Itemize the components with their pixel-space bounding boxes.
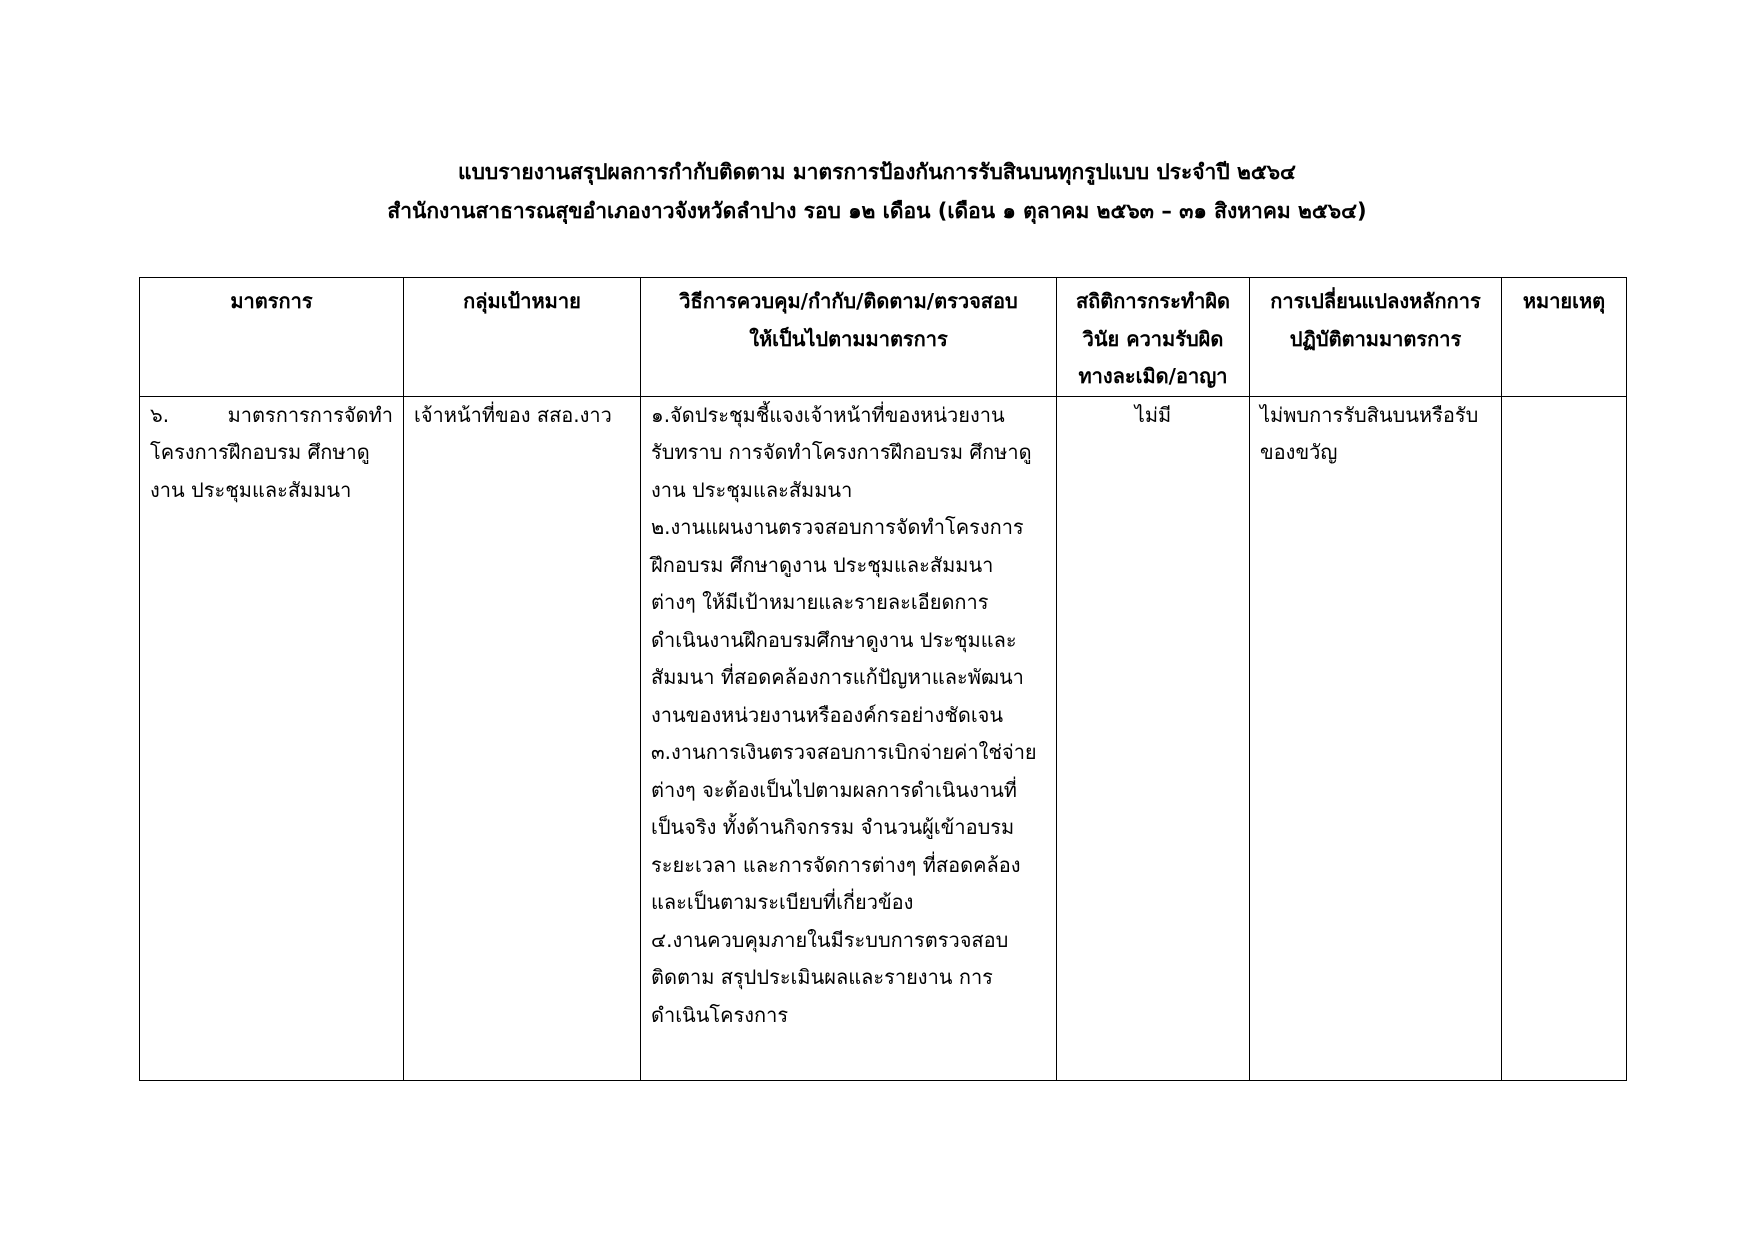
change-text-2: ของขวัญ [1260, 440, 1338, 464]
method-line: ๑.จัดประชุมชี้แจงเจ้าหน้าที่ของหน่วยงาน [651, 402, 1005, 427]
method-line: ระยะเวลา และการจัดการต่างๆ ที่สอดคล้อง [651, 852, 1021, 877]
method-line: ต่างๆ จะต้องเป็นไปตามผลการดำเนินงานที่ [651, 777, 1017, 802]
header-remark-label: หมายเหตุ [1522, 289, 1606, 313]
header-method-label-1: วิธีการควบคุม/กำกับ/ติดตาม/ตรวจสอบ [679, 289, 1018, 313]
method-line: ต่างๆ ให้มีเป้าหมายและรายละเอียดการ [651, 590, 989, 614]
method-line: ๔.งานควบคุมภายในมีระบบการตรวจสอบ [651, 927, 1009, 952]
header-change [1250, 278, 1502, 397]
cell-measure [140, 396, 404, 1080]
stats-text: ไม่มี [1134, 402, 1172, 427]
method-line: ๓.งานการเงินตรวจสอบการเบิกจ่ายค่าใช่จ่าย [651, 740, 1037, 764]
report-title: แบบรายงานสรุปผลการกำกับติดตาม มาตรการป้องกันการรับสินบนทุกรูปแบบ ประจำปี ๒๕๖๔ [458, 160, 1296, 184]
header-stats-label-1: สถิติการกระทำผิด [1075, 289, 1231, 313]
header-stats-label-2: วินัย ความรับผิด [1082, 326, 1224, 351]
cell-stats [1057, 396, 1250, 1080]
header-change-label-1: การเปลี่ยนแปลงหลักการ [1270, 289, 1481, 313]
method-line: ฝึกอบรม ศึกษาดูงาน ประชุมและสัมมนา [651, 552, 994, 577]
change-text-1: ไม่พบการรับสินบนหรือรับ [1260, 402, 1479, 427]
target-group-text: เจ้าหน้าที่ของ สสอ.งาว [414, 402, 612, 427]
header-target-group [404, 278, 641, 397]
method-line: งานของหน่วยงานหรือองค์กรอย่างชัดเจน [651, 702, 1004, 727]
method-line: และเป็นตามระเบียบที่เกี่ยวข้อง [651, 890, 914, 914]
table-row [140, 396, 1627, 1080]
measure-text-1: ๖. มาตรการการจัดทำ [150, 402, 393, 427]
report-table [139, 277, 1627, 1081]
method-line: ดำเนินงานฝึกอบรมศึกษาดูงาน ประชุมและ [651, 627, 1017, 652]
header-target-group-label: กลุ่มเป้าหมาย [463, 289, 581, 313]
cell-remark [1502, 396, 1627, 1080]
method-line: ติดตาม สรุปประเมินผลและรายงาน การ [651, 965, 993, 989]
report-subtitle: สำนักงานสาธารณสุขอำเภองาวจังหวัดลำปาง รอบ ๑๒ เดือน (เดือน ๑ ตุลาคม ๒๕๖๓ – ๓๑ สิงหาคม ๒๕๖๔) [387, 199, 1367, 223]
header-measure-label: มาตรการ [230, 289, 313, 313]
header-change-label-2: ปฏิบัติตามมาตรการ [1289, 326, 1462, 351]
table-header-row [140, 278, 1627, 397]
cell-target-group [404, 396, 641, 1080]
header-stats [1057, 278, 1250, 397]
measure-text-2: โครงการฝึกอบรม ศึกษาดู [150, 440, 370, 464]
header-remark [1502, 278, 1627, 397]
method-line: สัมมนา ที่สอดคล้องการแก้ปัญหาและพัฒนา [651, 665, 1024, 689]
method-line: งาน ประชุมและสัมมนา [651, 477, 853, 502]
cell-change [1250, 396, 1502, 1080]
header-method-label-2: ให้เป็นไปตามมาตรการ [749, 326, 948, 351]
method-line: ๒.งานแผนงานตรวจสอบการจัดทำโครงการ [651, 515, 1024, 539]
header-method [641, 278, 1057, 397]
method-line: เป็นจริง ทั้งด้านกิจกรรม จำนวนผู้เข้าอบรม [651, 815, 1015, 839]
measure-text-3: งาน ประชุมและสัมมนา [150, 477, 352, 502]
method-line: รับทราบ การจัดทำโครงการฝึกอบรม ศึกษาดู [651, 440, 1032, 464]
method-line: ดำเนินโครงการ [651, 1002, 789, 1027]
header-measure [140, 278, 404, 397]
cell-method [641, 396, 1057, 1080]
header-stats-label-3: ทางละเมิด/อาญา [1078, 364, 1228, 388]
